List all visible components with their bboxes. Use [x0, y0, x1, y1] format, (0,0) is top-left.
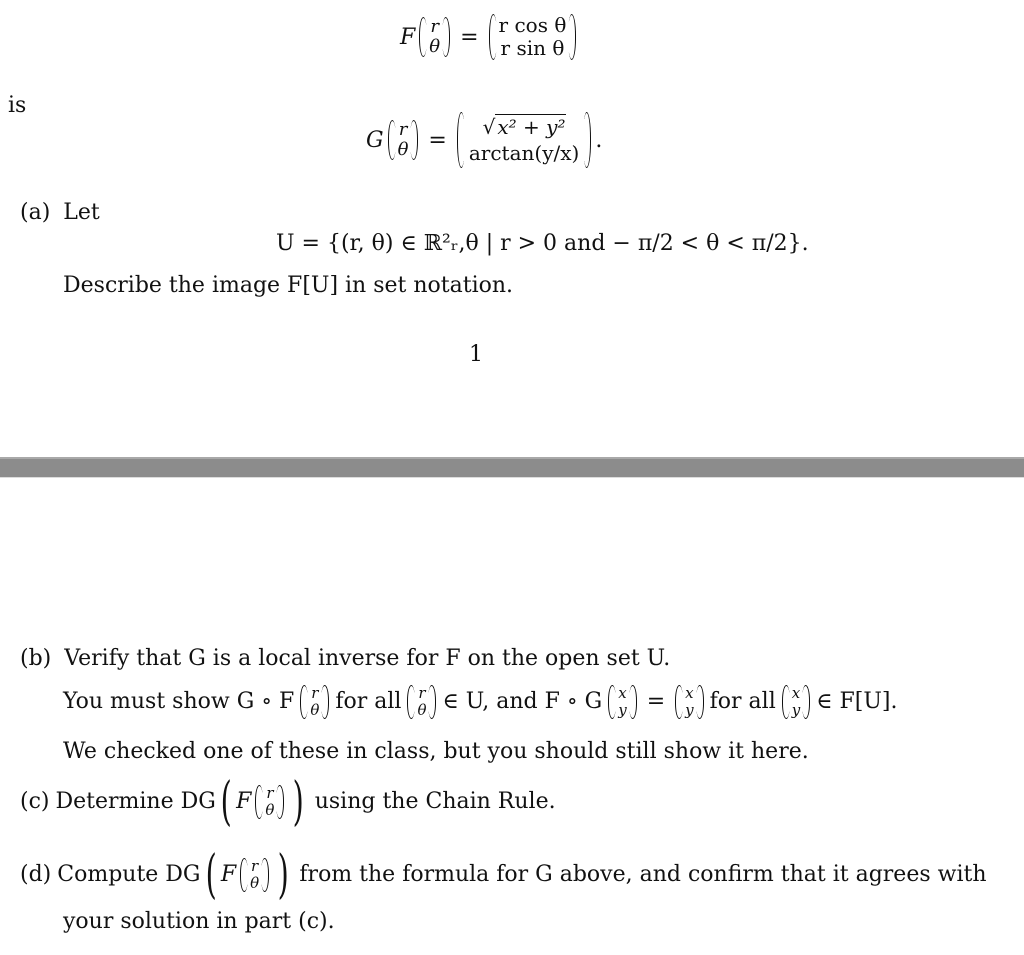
equals: = [428, 127, 447, 153]
part-b-line1: (b) Verify that G is a local inverse for F on the open set U. [20, 646, 671, 671]
equals: = [460, 24, 479, 50]
part-c: (c) Determine DG ( F r θ ) using the Chain Rule. [20, 772, 556, 832]
part-a-set-definition: U = {(r, θ) ∈ ℝ²ᵣ,θ | r > 0 and − π/2 < θ < π/2}. [276, 231, 809, 256]
part-a-prompt: Describe the image F[U] in set notation. [63, 273, 514, 298]
vector-r-theta: r θ [388, 120, 419, 160]
equation-G: G r θ = √ x² + y² arctan(y/x) . [366, 112, 602, 168]
vector-cartesian-inverse: √ x² + y² arctan(y/x) [457, 112, 591, 168]
part-b-line2: You must show G ∘ F r θ for all r θ ∈ U, and F ∘ G x y = x y for all x y ∈ F[U]. [63, 684, 898, 719]
part-b-line3: We checked one of these in class, but you should still show it here. [63, 739, 809, 764]
vector-r-theta: r θ [407, 685, 436, 719]
word-is: is [8, 93, 27, 118]
page-divider [0, 457, 1024, 478]
part-d: (d) Compute DG ( F r θ ) from the formula for G above, and confirm that it agrees with [20, 845, 987, 905]
vector-r-theta: r θ [240, 858, 269, 892]
vector-x-y: x y [675, 685, 703, 719]
vector-polar: r cos θ r sin θ [489, 14, 577, 60]
fn-F: F [400, 24, 416, 50]
part-a-label: (a) Let [20, 200, 100, 225]
vector-x-y: x y [608, 685, 636, 719]
part-d-line2: your solution in part (c). [63, 909, 335, 934]
vector-r-theta: r θ [419, 17, 450, 57]
vector-x-y: x y [782, 685, 810, 719]
page-number: 1 [469, 342, 483, 367]
fn-G: G [366, 127, 384, 153]
vector-r-theta: r θ [255, 785, 284, 819]
equation-F [400, 14, 576, 60]
vector-r-theta: r θ [300, 685, 329, 719]
